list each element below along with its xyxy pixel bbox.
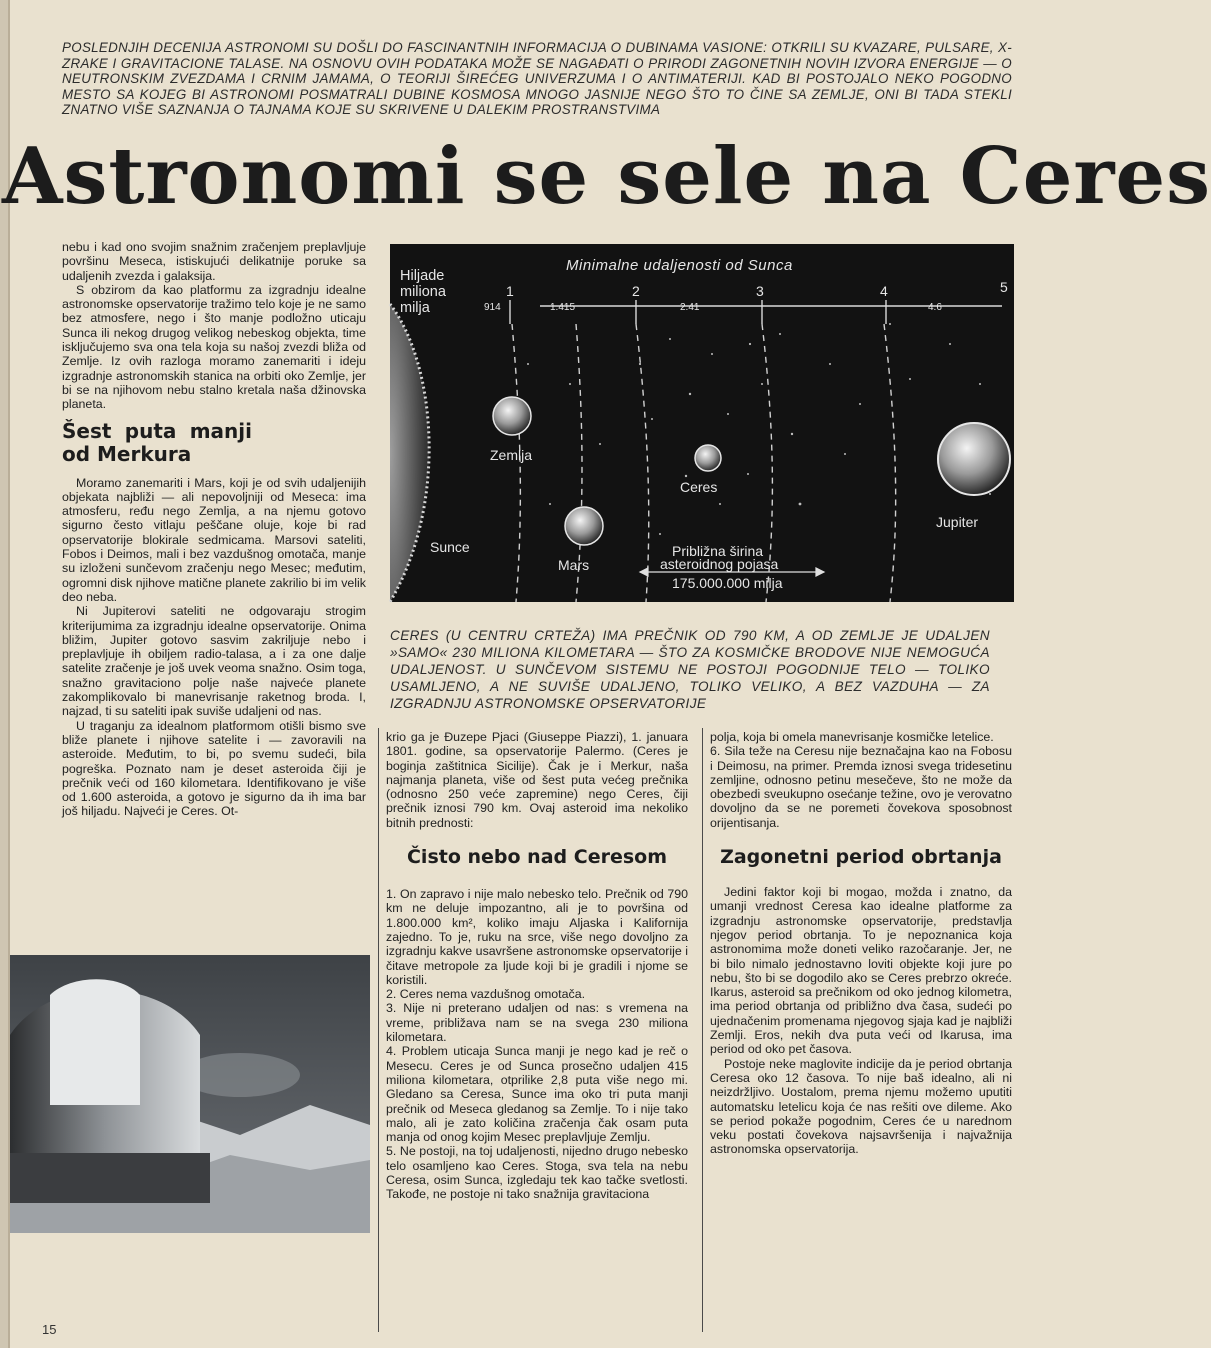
col4-paragraph-3: Postoje neke maglovite indicije da je period obrtanja Ceresa oko 12 časova. To nije baš idealno, ali ni neizdržljivo. Uostalom, prema njemu možemo uputiti automatsku letelicu koja će nas rešiti ove dileme. Ako se period pokaže pogodnim, Ceres će u narednom veku postati čovekova najsavršenija i najvažnija astronomska opservatorija. bbox=[710, 1056, 1012, 1157]
intro-text: POSLEDNJIH DECENIJA ASTRONOMI SU DOŠLI DO FASCINANTNIH INFORMACIJA O DUBINAMA VASIONE: OTKRILI SU KVAZARE, PULSARE, X-ZRAKE I GRAVITACIONE TALASE. NA OSNOVU OVIH PODATAKA MOŽE SE NAGAĐATI O PRIRODI ZAGONETNIH NOVIH IZVORA ENERGIJE — O NEUTRONSKIM ZVEZDAMA I CRNIM JAMAMA, O TEORIJI ŠIREĆEG UNIVERZUMA I O ANTIMATERIJI. KAD BI POSTOJALO NEKO POGODNO MESTO SA KOJEG BI ASTRONOMI POSMATRALI DUBINE KOSMOSA MNOGO JASNIJE NEGO ŠTO TO ČINE SA ZEMLJE, ONI BI TADA STEKLI ZNATNO VIŠE SAZNANJA O TAJNAMA KOJE SU SKRIVENE U DALEKIM PROSTRANSTVIMA bbox=[62, 40, 1012, 118]
col3-paragraph-1: krio ga je Đuzepe Pjaci (Giuseppe Piazzi), 1. januara 1801. godine, sa opservatorije Palermo. (Ceres je boginja zaštitnica Sicilije). Čak je i Merkur, naša najmanja planeta, više od šest puta većeg prečnika (odnosno 250 veće zapremine) nego Ceres, čiji prečnik iznosi 790 km. Ovaj asteroid ima nekoliko bitnih prednosti: bbox=[386, 730, 688, 830]
column-1 bbox=[62, 240, 366, 819]
mars-planet bbox=[565, 507, 603, 545]
col3-item-2: 2. Ceres nema vazdušnog omotača. bbox=[386, 987, 586, 1002]
solar-distance-diagram bbox=[390, 244, 1014, 602]
label-earth: Zemlja bbox=[490, 447, 533, 463]
belt-label-3: 175.000.000 milja bbox=[672, 575, 783, 591]
observatory-photo-svg bbox=[10, 955, 370, 1233]
col1-paragraph-3: Moramo zanemariti i Mars, koji je od svih udaljenijih objekata najbliži — ali nepovoljniji od Meseca: ima atmosferu, ređu nego Zemlja, a na njemu gotovo sigurno često vitlaju peščane oluje, koje bi rad opservatorije blokirale sedmicama. Marsovi sateliti, Fobos i Deimos, mali i bez vazdušnog omotača, manje su izloženi sunčevom zračenju nego Mesec; međutim, ogromni disk njihove matične planete zakrilio bi im velik deo neba. bbox=[62, 475, 366, 604]
col3-item-1: 1. On zapravo i nije malo nebesko telo. Prečnik od 790 km ne deluje impozantno, ali je to površina od 1.800.000 km², koliko imaju Aljaska i Kalifornija zajedno. To je, ruku na srce, više nego dovoljno za izgradnju kakve usavršene astronomske opservatorije i čitave metropole za ljude koji bi je gradili i njome se koristili. bbox=[386, 887, 688, 987]
diagram-title: Minimalne udaljenosti od Sunca bbox=[566, 257, 793, 274]
distance-mars: 1.415 bbox=[550, 302, 576, 313]
col3-item-3: 3. Nije ni preterano udaljen od nas: s vremena na vreme, približava nam se na svega 230 miliona kilometara. bbox=[386, 1001, 688, 1045]
scale-mark-3: 3 bbox=[756, 283, 764, 299]
column-3 bbox=[386, 730, 688, 1202]
label-mars: Mars bbox=[558, 557, 590, 573]
unit-label-line-1: Hiljade bbox=[400, 268, 445, 284]
col1-subheading: Šest puta manji od Merkura bbox=[62, 418, 252, 466]
photo-building bbox=[10, 1153, 210, 1203]
column-rule-1 bbox=[378, 728, 379, 1332]
photo-dome-slit bbox=[50, 979, 140, 1105]
page-number: 15 bbox=[42, 1322, 57, 1337]
ceres-planet bbox=[695, 445, 721, 471]
scale-mark-5: 5 bbox=[1000, 279, 1008, 295]
col1-paragraph-4: Ni Jupiterovi sateliti ne odgovaraju strogim kriterijumima za izgradnju idealne opservatorije. Onima bližim, Jupiter gotovo sasvim zakriljuje nebo i preplavljuje ih obiljem radio-talasa, a i za one dalje satelite zračenje je još uvek veoma snažno. Osim toga, snažno gravitaciono polje naše najveće planete zakomplikovalo bi manevrisanje raketnog broda. I, najzad, ti su sateliti ipak suviše udaljeni od nas. bbox=[62, 604, 366, 719]
distance-earth: 914 bbox=[484, 302, 501, 313]
scale-mark-1: 1 bbox=[506, 283, 514, 299]
distance-jupiter: 4.6 bbox=[928, 302, 942, 313]
label-jupiter: Jupiter bbox=[936, 514, 979, 530]
col3-item-5: 5. Ne postoji, na toj udaljenosti, nijedno drugo nebesko telo osamljeno kao Ceres. Stoga, sva tela na nebu Ceresa, osim Sunca, izgledaju tek kao tačke svetlosti. Takođe, ne postoje ni tako snažnija gravitaciona bbox=[386, 1144, 688, 1202]
col3-item-4: 4. Problem uticaja Sunca manji je nego kad je reč o Mesecu. Ceres je od Sunca prosečno udaljen 415 miliona kilometara, otprilike 2,8 puta više nego mi. Gledano sa Ceresa, Sunce ima oko tri puta manji prečnik od Meseca gledanog sa Zemlje. To i nije tako malo, ali je zato količina zračenja čak osam puta manja od onog kojim Mesec preplavljuje Zemlju. bbox=[386, 1044, 688, 1145]
diagram-caption: CERES (U CENTRU CRTEŽA) IMA PREČNIK OD 790 KM, A OD ZEMLJE JE UDALJEN »SAMO« 230 MILIONA KILOMETARA — ŠTO ZA KOSMIČKE BRODOVE NIJE NEMOGUĆA UDALJENOST. U SUNČEVOM SISTEMU NE POSTOJI POGODNIJE TELO — TOLIKO USAMLJENO, A NE SUVIŠE UDALJENO, TOLIKO VELIKO, A BEZ VAZDUHA — ZA IZGRADNJU ASTRONOMSKE OPSERVATORIJE bbox=[390, 628, 990, 711]
col1-paragraph-2: S obzirom da kao platformu za izgradnju idealne astronomske opservatorije tražimo telo koje je ne samo bez atmosfere, nego i što manje podložno uticaju Sunca ili nekog drugog velikog nebeskog objekta, time isključujemo sva ona tela koja su našoj zvezdi bliža od Zemlje. Iz ovih razloga moramo zanemariti i ideju izgradnje astronomskih stanica na orbiti oko Zemlje, jer bi se na njihovom nebu stalno kretala naša džinovska planeta. bbox=[62, 282, 366, 412]
col1-paragraph-5: U traganju za idealnom platformom otišli bismo sve bliže planete i njihove satelite i — zavoravili na asteroide. Međutim, to bi, po svemu sudeći, bila pogreška. Poznato nam je deset asteroida čiji je prečnik veći od 160 kilometara. Identifikovano je više od 1.600 asteroida, a gotovo je sigurno da ih ima bar još hiljadu. Najveći je Ceres. Ot- bbox=[62, 718, 366, 819]
col1-paragraph-1: nebu i kad ono svojim snažnim zračenjem preplavljuje površinu Meseca, istiskujući delikatnije poruke sa udaljenih zvezda i galaksija. bbox=[62, 240, 366, 283]
scale-mark-2: 2 bbox=[632, 283, 640, 299]
belt-label-1: Približna širina bbox=[672, 543, 764, 559]
diagram-svg bbox=[390, 244, 1014, 602]
scale-mark-4: 4 bbox=[880, 283, 888, 299]
col4-subheading: Zagonetni period obrtanja bbox=[720, 846, 1002, 869]
column-rule-2 bbox=[702, 728, 703, 1332]
headline bbox=[2, 131, 1211, 222]
column-4 bbox=[710, 730, 1012, 1157]
unit-label-line-3: milja bbox=[400, 300, 430, 316]
earth-planet bbox=[493, 397, 531, 435]
label-sun: Sunce bbox=[430, 539, 470, 555]
distance-ceres: 2.41 bbox=[680, 302, 700, 313]
belt-label-2: asteroidnog pojasa bbox=[660, 556, 779, 572]
unit-label-line-2: miliona bbox=[400, 284, 446, 300]
col4-paragraph-1: polja, koja bi omela manevrisanje kosmičke letelice. bbox=[710, 730, 994, 744]
headline-text: Astronomi se sele na Ceres bbox=[2, 131, 1211, 222]
col4-paragraph-2: Jedini faktor koji bi mogao, možda i znatno, da umanji vrednost Ceresa kao idealne platforme za izgradnju astronomske opservatorije, predstavlja njegov period obrtanja. To je nepoznanica koja astronomima može doneti veliko razočaranje. Jer, ne bi bilo nimalo jednostavno loviti objekte koji jure po nebu, što bi se dogodilo ako se Ceres prebrzo okreće. Ikarus, asteroid sa prečnikom od oko jednog kilometra, ima period obrtanja od približno dva časa, sudeći po ujednačenim promenama njegovog sjaja kad je najbliži Zemlji. Eros, nekih dva puta veći od Ikarusa, ima period od oko pet časova. bbox=[710, 885, 1012, 1057]
col4-item-6: 6. Sila teže na Ceresu nije beznačajna kao na Fobosu i Deimosu, na primer. Premda iznosi svega tridesetinu zemljine, odnosno petinu mesečeve, što ne može da obezbedi sveukupno osećanje težine, ovo je verovatno dovoljno da se ne poremeti čovekova sposobnost orijentisanja. bbox=[710, 744, 1012, 830]
observatory-photo bbox=[10, 955, 370, 1233]
col3-subheading: Čisto nebo nad Ceresom bbox=[406, 846, 667, 869]
jupiter-planet bbox=[938, 423, 1010, 495]
label-ceres: Ceres bbox=[680, 479, 718, 495]
